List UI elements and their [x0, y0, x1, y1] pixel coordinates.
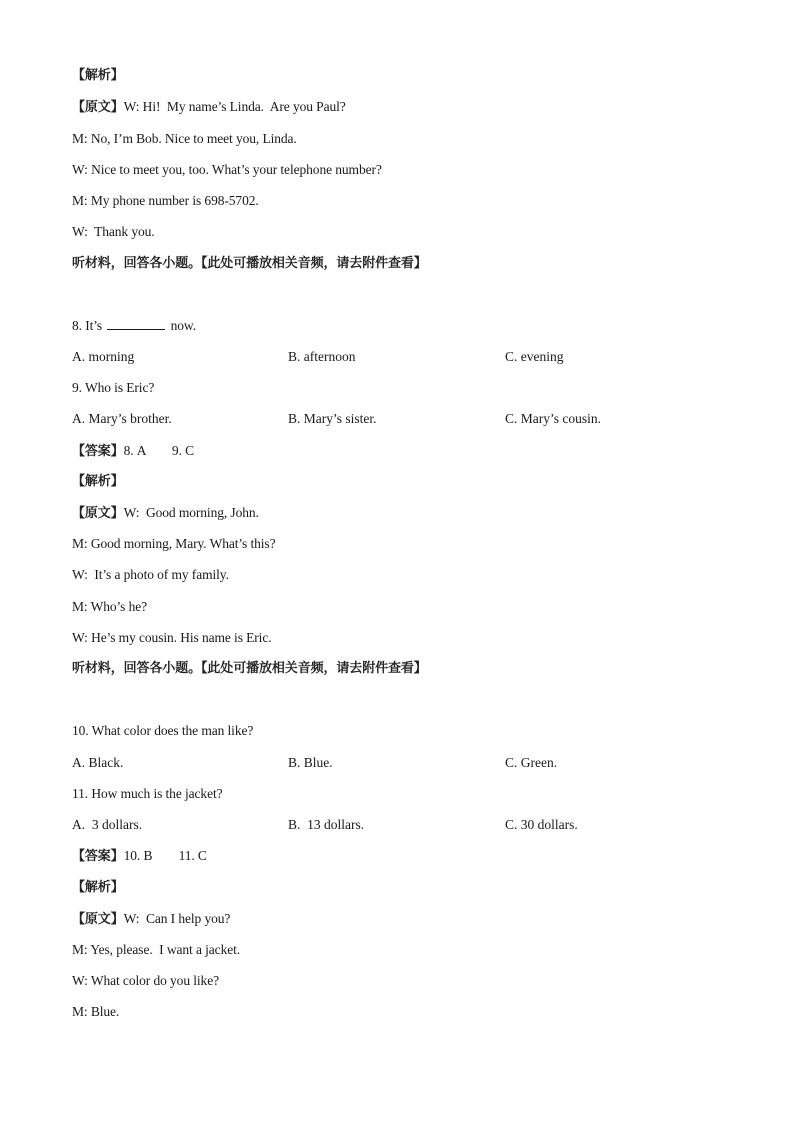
transcript-line: W: Thank you. — [72, 224, 155, 239]
question-11: 11. How much is the jacket? — [72, 786, 223, 801]
analysis-heading: 【解析】 — [72, 68, 124, 83]
transcript-line: M: Yes, please. I want a jacket. — [72, 942, 241, 957]
option-b: B. Blue. — [288, 755, 333, 770]
answer-label: 【答案】 — [72, 849, 124, 864]
option-b: B. afternoon — [288, 349, 356, 364]
transcript-line: W: Nice to meet you, too. What’s your telephone number? — [72, 162, 382, 177]
transcript-line: W: He’s my cousin. His name is Eric. — [72, 630, 272, 645]
answer-line — [72, 442, 194, 461]
transcript-line — [72, 504, 259, 523]
question-10: 10. What color does the man like? — [72, 723, 254, 738]
option-a: A. Black. — [72, 755, 124, 770]
transcript-line — [72, 98, 346, 117]
answer-line — [72, 847, 207, 866]
transcript-line — [72, 910, 230, 929]
transcript-label: 【原文】 — [72, 506, 124, 521]
answer-blank — [107, 317, 165, 330]
option-c: C. Mary’s cousin. — [505, 411, 601, 426]
listen-instruction: 听材料，回答各小题。【此处可播放相关音频，请去附件查看】 — [72, 256, 427, 271]
transcript-line: M: My phone number is 698-5702. — [72, 193, 259, 208]
option-a: A. morning — [72, 349, 135, 364]
transcript-line: M: Blue. — [72, 1004, 120, 1019]
option-c: C. 30 dollars. — [505, 817, 578, 832]
transcript-line: M: Who’s he? — [72, 599, 148, 614]
option-c: C. Green. — [505, 755, 558, 770]
option-c: C. evening — [505, 349, 564, 364]
transcript-line: W: It’s a photo of my family. — [72, 567, 229, 582]
question-text: 8. It’s — [72, 318, 103, 333]
question-9: 9. Who is Eric? — [72, 380, 155, 395]
transcript-text: W: Can I help you? — [123, 911, 231, 926]
answer-label: 【答案】 — [72, 444, 124, 459]
transcript-label: 【原文】 — [72, 100, 124, 115]
option-a: A. 3 dollars. — [72, 817, 143, 832]
listen-instruction: 听材料，回答各小题。【此处可播放相关音频，请去附件查看】 — [72, 661, 427, 676]
transcript-line: M: Good morning, Mary. What’s this? — [72, 536, 276, 551]
transcript-line: W: What color do you like? — [72, 973, 219, 988]
analysis-heading: 【解析】 — [72, 880, 124, 895]
answer-value: 10. B 11. C — [123, 848, 207, 863]
transcript-text: W: Hi! My name’s Linda. Are you Paul? — [123, 99, 346, 114]
analysis-heading: 【解析】 — [72, 474, 124, 489]
transcript-line: M: No, I’m Bob. Nice to meet you, Linda. — [72, 131, 297, 146]
option-b: B. 13 dollars. — [288, 817, 365, 832]
question-text: now. — [170, 318, 196, 333]
question-8 — [72, 317, 196, 335]
transcript-text: W: Good morning, John. — [123, 505, 259, 520]
transcript-label: 【原文】 — [72, 912, 124, 927]
answer-value: 8. A 9. C — [123, 443, 195, 458]
option-a: A. Mary’s brother. — [72, 411, 172, 426]
option-b: B. Mary’s sister. — [288, 411, 377, 426]
